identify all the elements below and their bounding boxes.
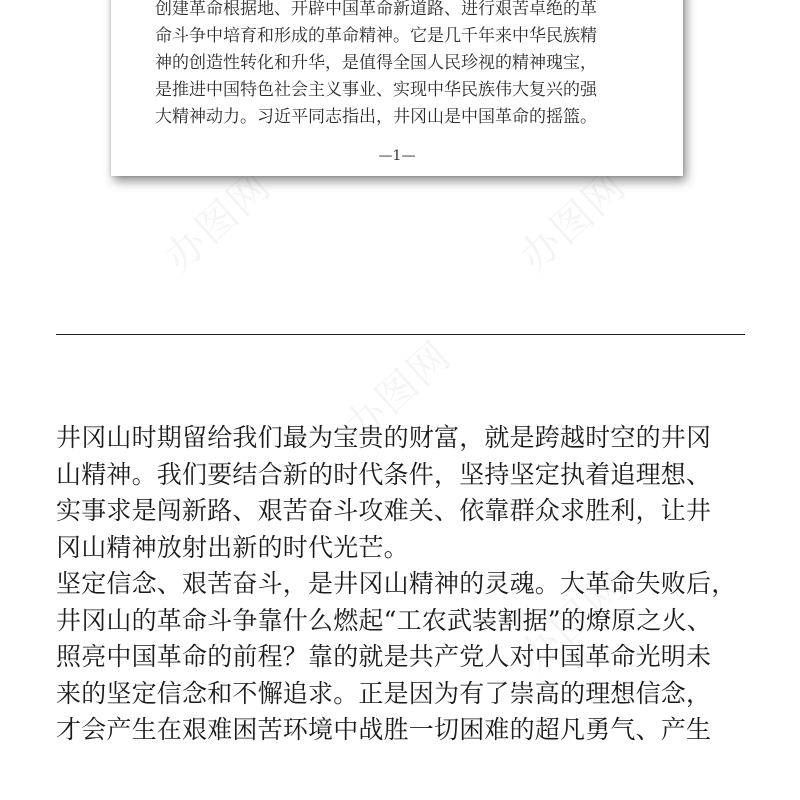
article-line: 实事求是闯新路、艰苦奋斗攻难关、依靠群众求胜利，让井 (56, 496, 712, 525)
watermark-1: 办图网 (156, 162, 281, 281)
article-line: 坚定信念、艰苦奋斗，是井冈山精神的灵魂。大革命失败后， (56, 569, 737, 598)
article-line: 才会产生在艰难困苦环境中战胜一切困难的超凡勇气、产生 (56, 715, 712, 744)
article-line: 井冈山的革命斗争靠什么燃起“工农武装割据”的燎原之火、 (56, 605, 712, 635)
article-line: 来的坚定信念和不懈追求。正是因为有了崇高的理想信念， (56, 678, 712, 708)
watermark-3: 办图网 (336, 332, 461, 451)
article-line: 冈山精神放射出新的时代光芒。 (56, 532, 409, 562)
horizontal-divider (56, 334, 745, 335)
watermark-4: 办图网 (511, 562, 636, 681)
document-line: 命斗争中培育和形成的革命精神。它是几千年来中华民族精 (155, 26, 597, 46)
document-line: 是推进中国特色社会主义事业、实现中华民族伟大复兴的强 (155, 80, 597, 100)
document-line: 神的创造性转化和升华，是值得全国人民珍视的精神瑰宝， (155, 53, 597, 73)
document-page-preview (111, 0, 683, 176)
article-line: 山精神。我们要结合新的时代条件，坚持坚定执着追理想、 (56, 459, 712, 489)
page-number: —1— (378, 148, 416, 164)
article-line: 井冈山时期留给我们最为宝贵的财富，就是跨越时空的井冈 (56, 423, 712, 452)
article-line: 照亮中国革命的前程？靠的就是共产党人对中国革命光明未 (56, 642, 712, 671)
document-text (155, 0, 647, 131)
document-line: 大精神动力。习近平同志指出，井冈山是中国革命的摇篮。 (155, 107, 597, 127)
watermark-2: 办图网 (511, 162, 636, 281)
article-body (56, 420, 756, 749)
document-line: 创建革命根据地、开辟中国革命新道路、进行艰苦卓绝的革 (155, 0, 597, 19)
